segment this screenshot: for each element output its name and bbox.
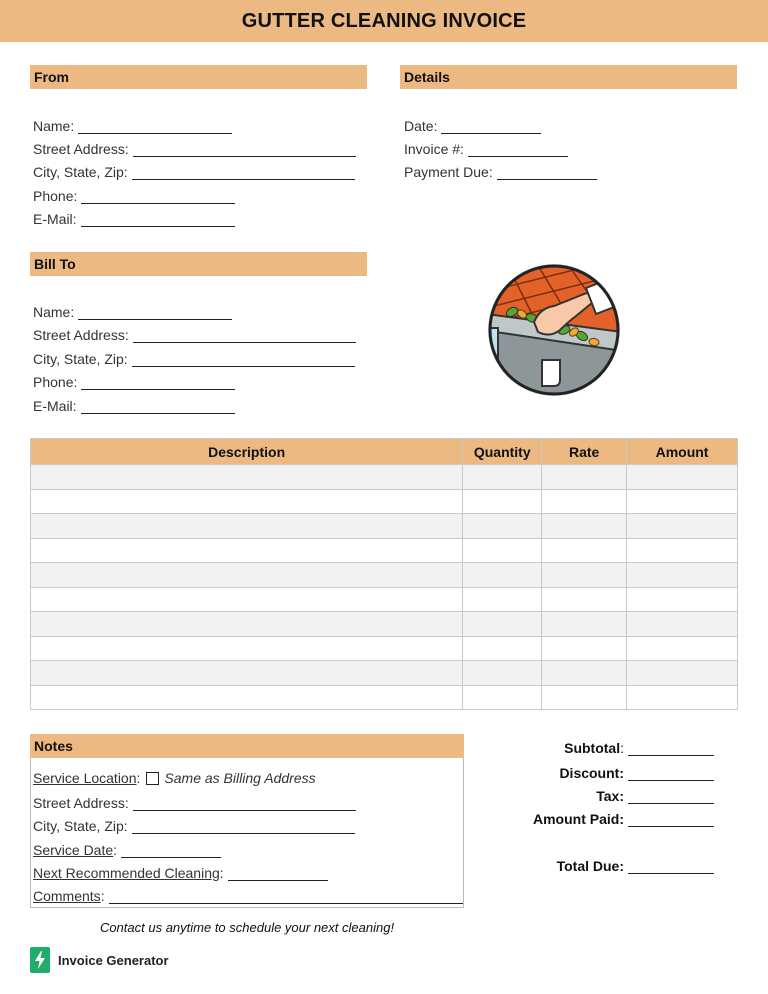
bill-name-label: Name: xyxy=(33,304,75,320)
title-bar xyxy=(0,0,768,42)
from-phone-line[interactable] xyxy=(81,190,235,204)
bill-name-field[interactable] xyxy=(33,302,232,320)
service-location-field[interactable] xyxy=(33,768,316,786)
same-as-billing-checkbox[interactable] xyxy=(146,772,159,785)
invoice-number-label: Invoice #: xyxy=(404,141,464,157)
table-header-row xyxy=(31,439,738,465)
amount-cell[interactable] xyxy=(627,538,738,563)
amount-cell[interactable] xyxy=(627,465,738,490)
quantity-cell[interactable] xyxy=(463,587,542,612)
next-cleaning-label: Next Recommended Cleaning xyxy=(33,865,220,881)
brand[interactable] xyxy=(30,947,169,973)
from-name-line[interactable] xyxy=(78,120,232,134)
table-row xyxy=(31,465,738,490)
from-city-label: City, State, Zip: xyxy=(33,164,128,180)
bill-email-label: E-Mail: xyxy=(33,398,77,414)
notes-heading: Notes xyxy=(30,734,464,758)
table-row xyxy=(31,587,738,612)
from-street-line[interactable] xyxy=(133,143,356,157)
service-date-line[interactable] xyxy=(121,844,221,858)
quantity-cell[interactable] xyxy=(463,514,542,539)
from-city-line[interactable] xyxy=(132,166,355,180)
tax-label: Tax: xyxy=(596,788,624,804)
quantity-cell[interactable] xyxy=(463,612,542,637)
notes-city-field[interactable] xyxy=(33,816,355,834)
bill-city-field[interactable] xyxy=(33,349,355,367)
from-email-field[interactable] xyxy=(33,209,235,227)
column-rate: Rate xyxy=(542,439,627,465)
bill-city-line[interactable] xyxy=(132,353,355,367)
amount-cell[interactable] xyxy=(627,587,738,612)
from-name-label: Name: xyxy=(33,118,75,134)
same-as-billing-label: Same as Billing Address xyxy=(164,770,316,786)
invoice-title: GUTTER CLEANING INVOICE xyxy=(241,9,527,32)
amount-cell[interactable] xyxy=(627,612,738,637)
payment-due-field[interactable] xyxy=(404,162,597,180)
from-email-line[interactable] xyxy=(81,213,235,227)
total-due-field[interactable] xyxy=(557,856,714,874)
colon: : xyxy=(136,770,141,786)
description-cell[interactable] xyxy=(31,612,463,637)
from-email-label: E-Mail: xyxy=(33,211,77,227)
subtotal-line[interactable] xyxy=(628,742,714,756)
quantity-cell[interactable] xyxy=(463,489,542,514)
notes-city-line[interactable] xyxy=(132,820,355,834)
date-label: Date: xyxy=(404,118,438,134)
quantity-cell[interactable] xyxy=(463,563,542,588)
colon: : xyxy=(113,842,118,858)
table-row xyxy=(31,538,738,563)
amount-cell[interactable] xyxy=(627,685,738,710)
from-street-label: Street Address: xyxy=(33,141,129,157)
rate-cell[interactable] xyxy=(542,587,627,612)
tax-field[interactable] xyxy=(596,786,714,804)
column-quantity: Quantity xyxy=(463,439,542,465)
lightning-bolt-logo-icon xyxy=(30,947,50,973)
column-description: Description xyxy=(31,439,463,465)
tax-line[interactable] xyxy=(628,790,714,804)
quantity-cell[interactable] xyxy=(463,538,542,563)
bill-city-label: City, State, Zip: xyxy=(33,351,128,367)
table-row xyxy=(31,489,738,514)
total-due-line[interactable] xyxy=(628,860,714,874)
table-row xyxy=(31,661,738,686)
comments-field[interactable] xyxy=(33,886,463,904)
payment-due-line[interactable] xyxy=(497,166,597,180)
notes-street-line[interactable] xyxy=(133,797,356,811)
next-cleaning-line[interactable] xyxy=(228,867,328,881)
rate-cell[interactable] xyxy=(542,465,627,490)
rate-cell[interactable] xyxy=(542,563,627,588)
service-date-label: Service Date xyxy=(33,842,114,858)
quantity-cell[interactable] xyxy=(463,685,542,710)
quantity-cell[interactable] xyxy=(463,636,542,661)
table-row xyxy=(31,612,738,637)
rate-cell[interactable] xyxy=(542,661,627,686)
amount-paid-field[interactable] xyxy=(533,809,714,827)
footer-message: Contact us anytime to schedule your next cleaning! xyxy=(99,920,395,935)
description-cell[interactable] xyxy=(31,636,463,661)
subtotal-field[interactable] xyxy=(564,738,714,756)
quantity-cell[interactable] xyxy=(463,465,542,490)
from-heading: From xyxy=(30,65,367,89)
subtotal-label: Subtotal xyxy=(564,740,621,756)
notes-city-label: City, State, Zip: xyxy=(33,818,128,834)
colon: : xyxy=(219,865,224,881)
bill-street-field[interactable] xyxy=(33,325,356,343)
bill-email-line[interactable] xyxy=(81,400,235,414)
description-cell[interactable] xyxy=(31,538,463,563)
bill-street-label: Street Address: xyxy=(33,327,129,343)
payment-due-label: Payment Due: xyxy=(404,164,493,180)
date-line[interactable] xyxy=(441,120,541,134)
bill-phone-line[interactable] xyxy=(81,376,235,390)
bill-phone-label: Phone: xyxy=(33,374,78,390)
amount-cell[interactable] xyxy=(627,489,738,514)
next-cleaning-field[interactable] xyxy=(33,863,328,881)
notes-street-field[interactable] xyxy=(33,793,356,811)
line-items-table xyxy=(30,438,738,710)
discount-line[interactable] xyxy=(628,767,714,781)
brand-name: Invoice Generator xyxy=(58,952,169,968)
bill-phone-field[interactable] xyxy=(33,372,235,390)
description-cell[interactable] xyxy=(31,661,463,686)
table-row xyxy=(31,636,738,661)
description-cell[interactable] xyxy=(31,587,463,612)
from-street-field[interactable] xyxy=(33,139,356,157)
date-field[interactable] xyxy=(404,116,541,134)
rate-cell[interactable] xyxy=(542,538,627,563)
service-location-label: Service Location xyxy=(33,770,137,786)
comments-label: Comments xyxy=(33,888,101,904)
rate-cell[interactable] xyxy=(542,685,627,710)
description-cell[interactable] xyxy=(31,514,463,539)
bill-name-line[interactable] xyxy=(78,306,232,320)
amount-paid-label: Amount Paid: xyxy=(533,811,624,827)
details-heading: Details xyxy=(400,65,737,89)
amount-paid-line[interactable] xyxy=(628,813,714,827)
table-row xyxy=(31,514,738,539)
amount-cell[interactable] xyxy=(627,514,738,539)
invoice-number-field[interactable] xyxy=(404,139,568,157)
discount-label: Discount: xyxy=(559,765,624,781)
from-city-field[interactable] xyxy=(33,162,355,180)
table-row xyxy=(31,563,738,588)
rate-cell[interactable] xyxy=(542,612,627,637)
table-body xyxy=(31,465,738,710)
column-amount: Amount xyxy=(627,439,738,465)
total-due-label: Total Due: xyxy=(556,858,624,874)
comments-line[interactable] xyxy=(109,890,463,904)
rate-cell[interactable] xyxy=(542,636,627,661)
quantity-cell[interactable] xyxy=(463,661,542,686)
table-row xyxy=(31,685,738,710)
from-phone-field[interactable] xyxy=(33,186,235,204)
bill-street-line[interactable] xyxy=(133,329,356,343)
colon: : xyxy=(100,888,105,904)
gutter-cleaning-illustration-icon xyxy=(486,262,622,398)
discount-field[interactable] xyxy=(559,763,714,781)
bill-email-field[interactable] xyxy=(33,396,235,414)
amount-cell[interactable] xyxy=(627,661,738,686)
description-cell[interactable] xyxy=(31,489,463,514)
description-cell[interactable] xyxy=(31,685,463,710)
amount-cell[interactable] xyxy=(627,636,738,661)
rate-cell[interactable] xyxy=(542,489,627,514)
rate-cell[interactable] xyxy=(542,514,627,539)
from-phone-label: Phone: xyxy=(33,188,78,204)
amount-cell[interactable] xyxy=(627,563,738,588)
description-cell[interactable] xyxy=(31,563,463,588)
bill-to-heading: Bill To xyxy=(30,252,367,276)
notes-street-label: Street Address: xyxy=(33,795,129,811)
invoice-number-line[interactable] xyxy=(468,143,568,157)
description-cell[interactable] xyxy=(31,465,463,490)
service-date-field[interactable] xyxy=(33,840,221,858)
from-name-field[interactable] xyxy=(33,116,232,134)
colon: : xyxy=(620,740,624,756)
